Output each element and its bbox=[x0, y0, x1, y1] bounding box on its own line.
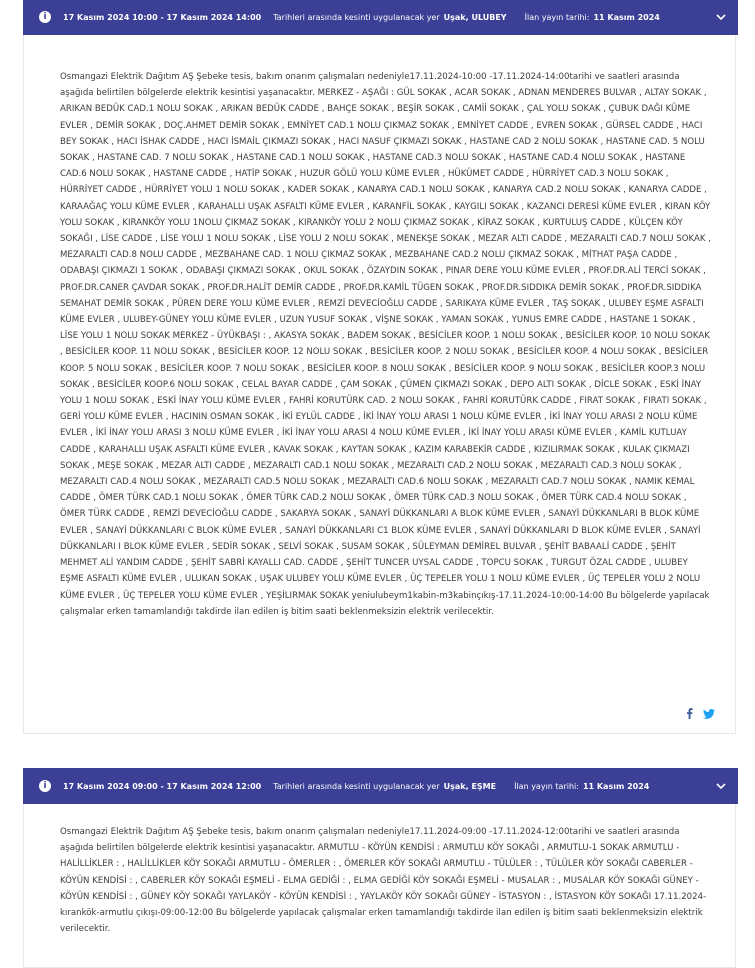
outage-date-range: 17 Kasım 2024 10:00 - 17 Kasım 2024 14:00 bbox=[63, 12, 262, 22]
outage-location-label: Tarihleri arasında kesinti uygulanacak yer bbox=[273, 781, 440, 791]
outage-description: Osmangazi Elektrik Dağıtım AŞ Şebeke tesis, bakım onarım çalışmaları nedeniyle17.11.2024-10:00 -17.11.2024-14:00tarihi ve saatleri arasında aşağıda belirtilen bölgelerde elektrik kesintisi yaşanacaktır. MERKEZ - AŞAĞI : GÜL SOKAK , ACAR SOKAK , ADNAN MENDERES BULVAR , ALTAY SOKAK , ARIKAN BEDÜK CAD.1 NOLU SOKAK , ARIKAN BEDÜK CADDE , BAHÇE SOKAK , BEŞİR SOKAK , CAMİİ SOKAK , ÇAL YOLU SOKAK , ÇUBUK DAĞI KÜME EVLER , DEMİR SOKAK , DOÇ.AHMET DEMİR SOKAK , EMNİYET CAD.1 NOLU ÇIKMAZ SOKAK , EMNİYET CADDE , EVREN SOKAK , GÜRSEL CADDE , HACI BEY SOKAK , HACI İSHAK CADDE , HACI İSMAİL ÇIKMAZI SOKAK , HACI NASUF ÇIKMAZI SOKAK , HASTANE CAD 2 NOLU SOKAK , HASTANE CAD. 5 NOLU SOKAK , HASTANE CAD. 7 NOLU SOKAK , HASTANE CAD.1 NOLU SOKAK , HASTANE CAD.3 NOLU SOKAK , HASTANE CAD.4 NOLU SOKAK , HASTANE CAD.6 NOLU SOKAK , HASTANE CADDE , HATİP SOKAK , HUZUR GÖLÜ YOLU KÜME EVLER , HÜKÜMET CADDE , HÜRRİYET CAD.3 NOLU SOKAK , HÜRRİYET CADDE , HÜRRİYET YOLU 1 NOLU SOKAK , KADER SOKAK , KANARYA CAD.1 NOLU SOKAK , KANARYA CAD.2 NOLU SOKAK , KANARYA CADDE , KARAAĞAÇ YOLU KÜME EVLER , KARAHALLI UŞAK ASFALTI KÜME EVLER , KARANFİL SOKAK , KAYGILI SOKAK , KAZANCI DERESİ KÜME EVLER , KIRAN KÖY YOLU SOKAK , KIRANKÖY YOLU 1NOLU ÇIKMAZ SOKAK , KIRANKÖY YOLU 2 NOLU ÇIKMAZ SOKAK , KİRAZ SOKAK , KURTULUŞ CADDE , KÜLÇEN KÖY SOKAĞI , LİSE CADDE , LİSE YOLU 1 NOLU SOKAK , LİSE YOLU 2 NOLU SOKAK , MENEKŞE SOKAK , MEZAR ALTI CADDE , MEZARALTI CAD.7 NOLU SOKAK , MEZARALTI CAD.8 NOLU CADDE , MEZBAHANE CAD. 1 NOLU ÇIKMAZ SOKAK , MEZBAHANE CAD.2 NOLU ÇIKMAZ SOKAK , MİTHAT PAŞA CADDE , ODABAŞI ÇIKMAZI 1 SOKAK , ODABAŞI ÇIKMAZI SOKAK , OKUL SOKAK , ÖZAYDIN SOKAK , PINAR DERE YOLU KÜME EVLER , PROF.DR.ALİ TERCİ SOKAK , PROF.DR.CANER ÇAVDAR SOKAK , PROF.DR.HALİT DEMİR CADDE , PROF.DR.KAMİL TÜGEN SOKAK , PROF.DR.SIDDIKA DEMİR SOKAK , PROF.DR.SIDDIKA SEMAHAT DEMİR SOKAK , PÜREN DERE YOLU KÜME EVLER , REMZİ DEVECİOĞLU CADDE , SARIKAYA KÜME EVLER , TAŞ SOKAK , ULUBEY EŞME ASFALTI KÜME EVLER , ULUBEY-GÜNEY YOLU KÜME EVLER , UZUN YUSUF SOKAK , VİŞNE SOKAK , YAMAN SOKAK , YUNUS EMRE CADDE , HASTANE 1 SOKAK , LİSE YOLU 1 NOLU SOKAK MERKEZ - ÜYÜKBAŞI : , AKASYA SOKAK , BADEM SOKAK , BESİCİLER KOOP. 1 NOLU SOKAK , BESİCİLER KOOP. 10 NOLU SOKAK , BESİCİLER KOOP. 11 NOLU SOKAK , BESİCİLER KOOP. 12 NOLU SOKAK , BESİCİLER KOOP. 2 NOLU SOKAK , BESİCİLER KOOP. 4 NOLU SOKAK , BESİCİLER KOOP. 5 NOLU SOKAK , BESİCİLER KOOP. 7 NOLU SOKAK , BESİCİLER KOOP. 8 NOLU SOKAK , BESİCİLER KOOP. 9 NOLU SOKAK , BESİCİLER KOOP.3 NOLU SOKAK , BESİCİLER KOOP.6 NOLU SOKAK , CELAL BAYAR CADDE , ÇAM SOKAK , ÇÜMEN ÇIKMAZI SOKAK , DEPO ALTI SOKAK , DİCLE SOKAK , ESKİ İNAY YOLU 1 NOLU SOKAK , ESKİ İNAY YOLU KÜME EVLER , FAHRİ KORUTÜRK CAD. 2 NOLU SOKAK , FAHRİ KORUTÜRK CADDE , FIRAT SOKAK , FIRATI SOKAK , GERİ YOLU KÜME EVLER , HACININ OSMAN SOKAK , İKİ EYLÜL CADDE , İKİ İNAY YOLU ARASI 1 NOLU KÜME EVLER , İKİ İNAY YOLU ARASI 2 NOLU KÜME EVLER , İKİ İNAY YOLU ARASI 3 NOLU KÜME EVLER , İKİ İNAY YOLU ARASI 4 NOLU KÜME EVLER , İKİ İNAY YOLU ARASI KÜME EVLER , KAMİL KUTLUAY CADDE , KARAHALLI UŞAK ASFALTI KÜME EVLER , KAVAK SOKAK , KAYTAN SOKAK , KAZIM KARABEKİR CADDE , KIZILIRMAK SOKAK , KULAK ÇIKMAZI SOKAK , MEŞE SOKAK , MEZAR ALTI CADDE , MEZARALTI CAD.1 NOLU SOKAK , MEZARALTI CAD.2 NOLU SOKAK , MEZARALTI CAD.3 NOLU SOKAK , MEZARALTI CAD.4 NOLU SOKAK , MEZARALTI CAD.5 NOLU SOKAK , MEZARALTI CAD.6 NOLU SOKAK , MEZARALTI CAD.7 NOLU SOKAK , NAMIK KEMAL CADDE , ÖMER TÜRK CAD.1 NOLU SOKAK , ÖMER TÜRK CAD.2 NOLU SOKAK , ÖMER TÜRK CAD.3 NOLU SOKAK , ÖMER TÜRK CAD.4 NOLU SOKAK , ÖMER TÜRK CADDE , REMZİ DEVECİOĞLU CADDE , SAKARYA SOKAK , SANAYİ DÜKKANLARI A BLOK KÜME EVLER , SANAYİ DÜKKANLARI B BLOK KÜME EVLER , SANAYİ DÜKKANLARI C BLOK KÜME EVLER , SANAYİ DÜKKANLARI C1 BLOK KÜME EVLER , SANAYİ DÜKKANLARI D BLOK KÜME EVLER , SANAYİ DÜKKANLARI I BLOK KÜME EVLER , SEDİR SOKAK , SELVİ SOKAK , SUSAM SOKAK , SÜLEYMAN DEMİREL BULVAR , ŞEHİT BABAALİ CADDE , ŞEHİT MEHMET ALİ YANDIM CADDE , ŞEHİT SABRİ KAYALLI CAD. CADDE , ŞEHİT TUNCER UYSAL CADDE , TOPCU SOKAK , TURGUT ÖZAL CADDE , ULUBEY EŞME ASFALTI KÜME EVLER , ULUKAN SOKAK , UŞAK ULUBEY YOLU KÜME EVLER , ÜÇ TEPELER YOLU 1 NOLU KÜME EVLER , ÜÇ TEPELER YOLU 2 NOLU KÜME EVLER , ÜÇ TEPELER YOLU KÜME EVLER , YEŞİLIRMAK SOKAK yeniulubeym1kabin-m3kabinçıkış-17.11.2024-10:00-14:00 Bu bölgelerde yapılacak çalışmalar erken tamamlandığı takdirde ilan edilen iş bitim saati beklenmeksizin elektrik verilecektir. bbox=[60, 72, 711, 617]
facebook-icon[interactable] bbox=[686, 708, 693, 719]
outage-location: Uşak, ULUBEY bbox=[443, 12, 507, 22]
outage-date-range: 17 Kasım 2024 09:00 - 17 Kasım 2024 12:00 bbox=[63, 781, 262, 791]
info-icon: i bbox=[39, 780, 51, 792]
published-date: 11 Kasım 2024 bbox=[593, 12, 660, 22]
published-date: 11 Kasım 2024 bbox=[582, 781, 650, 791]
twitter-icon[interactable] bbox=[703, 709, 715, 719]
published-label: İlan yayın tarihi: bbox=[514, 781, 579, 791]
outage-location-label: Tarihleri arasında kesinti uygulanacak yer bbox=[273, 12, 440, 22]
chevron-down-icon[interactable] bbox=[716, 12, 726, 22]
outage-card-header[interactable] bbox=[23, 0, 738, 35]
published-label: İlan yayın tarihi: bbox=[524, 12, 590, 22]
outage-card bbox=[23, 0, 736, 734]
outage-location: Uşak, EŞME bbox=[443, 781, 497, 791]
info-icon: i bbox=[39, 11, 51, 23]
outage-card bbox=[23, 768, 736, 968]
share-buttons bbox=[686, 708, 715, 719]
outage-card-header[interactable] bbox=[23, 768, 738, 804]
outage-description: Osmangazi Elektrik Dağıtım AŞ Şebeke tesis, bakım onarım çalışmaları nedeniyle17.11.2024-09:00 -17.11.2024-12:00tarihi ve saatleri arasında aşağıda belirtilen bölgelerde elektrik kesintisi yaşanacaktır. ARMUTLU - KÖYÜN KENDİSİ : ARMUTLU KÖY SOKAĞI , ARMUTLU-1 SOKAK ARMUTLU - HALİLLİKLER : , HALİLLİKLER KÖY SOKAĞI ARMUTLU - ÖMERLER : , ÖMERLER KÖY SOKAĞI ARMUTLU - TÜLÜLER : , TÜLÜLER KÖY SOKAĞI CABERLER - KÖYÜN KENDİSİ : , CABERLER KÖY SOKAĞI EŞMELİ - ELMA GEDİĞİ : , ELMA GEDİĞİ KÖY SOKAĞI EŞMELİ - MUSALAR : , MUSALAR KÖY SOKAĞI GÜNEY - KÖYÜN KENDİSİ : , GÜNEY KÖY SOKAĞI YAYLAKÖY - KÖYÜN KENDİSİ : , YAYLAKÖY KÖY SOKAĞI GÜNEY - İSTASYON : , İSTASYON KÖY SOKAĞI 17.11.2024-kırankök-armutlu çıkışı-09:00-12:00 Bu bölgelerde yapılacak çalışmalar erken tamamlandığı takdirde ilan edilen iş bitim saati beklenmeksizin elektrik verilecektir. bbox=[60, 827, 707, 935]
chevron-down-icon[interactable] bbox=[716, 781, 726, 791]
